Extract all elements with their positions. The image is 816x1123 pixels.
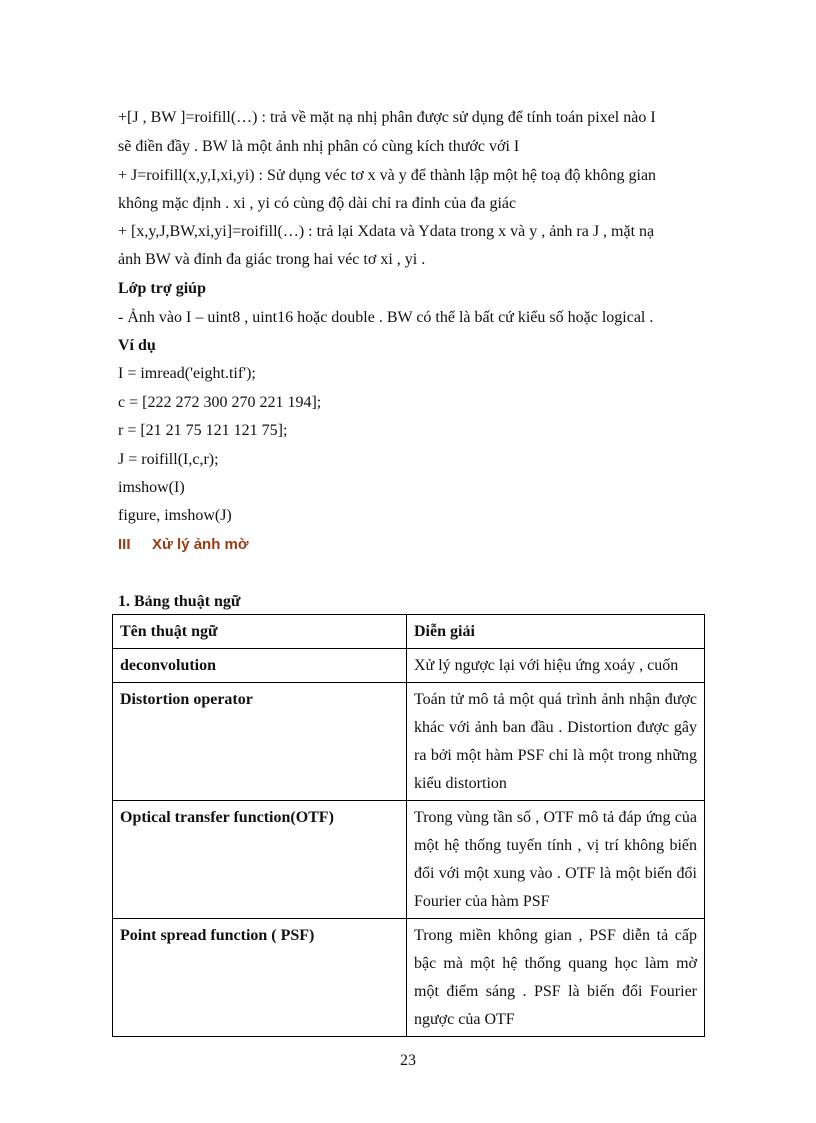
table-header-term: Tên thuật ngữ	[113, 615, 407, 649]
description-cell: Trong vùng tần số , OTF mô tả đáp ứng của một hệ thống tuyến tính , vị trí không biến đổi với một xung vào . OTF là một biến đổi Fourier của hàm PSF	[407, 801, 705, 919]
section-heading	[118, 536, 249, 553]
code-line: r = [21 21 75 121 121 75];	[118, 422, 288, 439]
term-cell: Distortion operator	[113, 683, 407, 801]
class-heading: Lớp trợ giúp	[118, 280, 206, 297]
class-text: - Ảnh vào I – uint8 , uint16 hoặc double . BW có thể là bất cứ kiểu số hoặc logical .	[118, 309, 654, 326]
table-caption: 1. Bảng thuật ngữ	[118, 593, 241, 610]
body-line: sẽ điền đầy . BW là một ảnh nhị phân có cùng kích thước với I	[118, 138, 520, 155]
body-line: ảnh BW và đỉnh đa giác trong hai véc tơ xi , yi .	[118, 251, 426, 268]
table-header-desc: Diễn giải	[407, 615, 705, 649]
page-number: 23	[400, 1052, 416, 1069]
body-line: +[J , BW ]=roifill(…) : trả về mặt nạ nhị phân được sử dụng để tính toán pixel nào I	[118, 109, 656, 126]
term-cell: deconvolution	[113, 649, 407, 683]
description-cell: Toán tử mô tả một quá trình ảnh nhận được khác với ảnh ban đầu . Distortion được gây ra bởi một hàm PSF chỉ là một trong những kiểu distortion	[407, 683, 705, 801]
table-row	[113, 801, 705, 919]
code-line: imshow(I)	[118, 479, 185, 496]
code-line: c = [222 272 300 270 221 194];	[118, 394, 322, 411]
body-line: không mặc định . xi , yi có cùng độ dài chỉ ra đỉnh của đa giác	[118, 195, 517, 212]
example-heading: Ví dụ	[118, 337, 156, 354]
term-cell: Optical transfer function(OTF)	[113, 801, 407, 919]
code-line: figure, imshow(J)	[118, 507, 232, 524]
table-row	[113, 919, 705, 1037]
code-line: J = roifill(I,c,r);	[118, 451, 219, 468]
section-title: Xử lý ảnh mờ	[152, 536, 249, 553]
description-cell: Trong miền không gian , PSF diễn tả cấp bậc mà một hệ thống quang học làm mờ một điểm sáng . PSF là biến đổi Fourier ngược của OTF	[407, 919, 705, 1037]
table-row	[113, 649, 705, 683]
code-line: I = imread('eight.tif');	[118, 365, 256, 382]
section-number: III	[118, 536, 131, 553]
glossary-table	[112, 614, 705, 1037]
term-cell: Point spread function ( PSF)	[113, 919, 407, 1037]
body-line: + [x,y,J,BW,xi,yi]=roifill(…) : trả lại Xdata và Ydata trong x và y , ảnh ra J , mặt nạ	[118, 223, 655, 240]
body-line: + J=roifill(x,y,I,xi,yi) : Sử dụng véc tơ x và y để thành lập một hệ toạ độ không gian	[118, 167, 657, 184]
table-row	[113, 683, 705, 801]
table-header-row	[113, 615, 705, 649]
description-cell: Xử lý ngược lại với hiệu ứng xoáy , cuốn	[407, 649, 705, 683]
